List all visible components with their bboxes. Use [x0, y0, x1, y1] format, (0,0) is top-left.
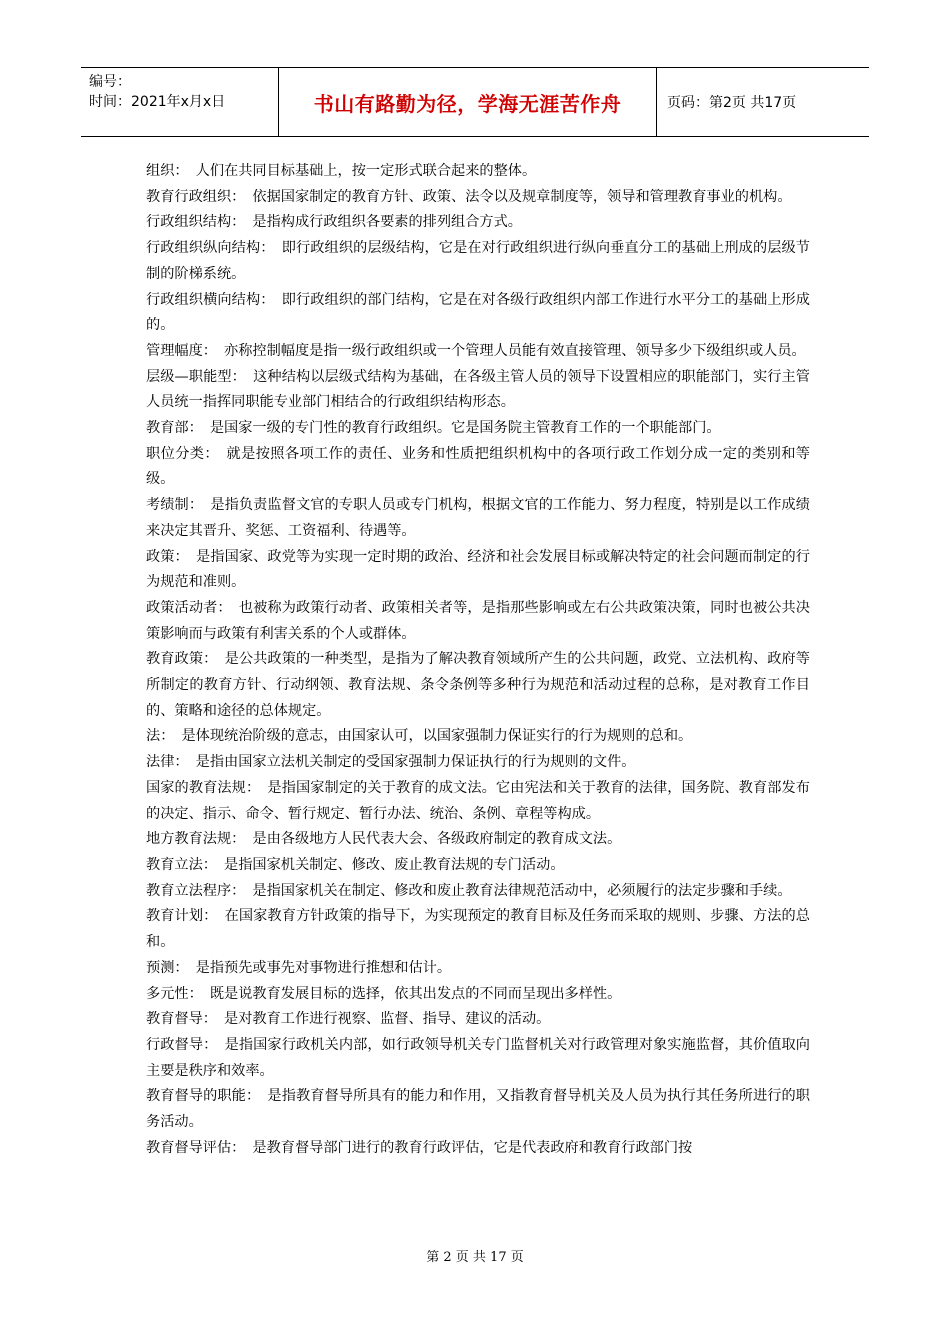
glossary-definition: 就是按照各项工作的责任、业务和性质把组织机构中的各项行政工作划分成一定的类别和等级。 — [146, 445, 810, 488]
glossary-entry — [146, 159, 810, 185]
glossary-definition: 即行政组织的层级结构，它是在对行政组织进行纵向垂直分工的基础上刑成的层级节制的阶梯系统。 — [146, 240, 810, 282]
glossary-definition: 是公共政策的一种类型，是指为了解决教育领域所产生的公共问题，政党、立法机构、政府等所制定的教育方针、行动纲领、教育法规、条令条例等多种行为规范和活动过程的总称，是对教育工作目的、策略和途径的总体规定。 — [146, 651, 810, 719]
glossary-entry — [146, 1007, 810, 1033]
glossary-entry — [146, 545, 810, 596]
glossary-entry — [146, 853, 810, 879]
page-footer: 第 2 页 共 17 页 — [426, 1250, 524, 1265]
glossary-term: 政策活动者： — [146, 599, 225, 616]
glossary-term: 行政督导： — [146, 1036, 211, 1053]
glossary-term: 层级—职能型： — [146, 368, 239, 385]
glossary-entry — [146, 827, 810, 853]
glossary-definition: 是对教育工作进行视察、监督、指导、建议的活动。 — [224, 1011, 551, 1028]
glossary-term: 教育督导： — [146, 1011, 210, 1028]
glossary-definition: 是指国家行政机关内部，如行政领导机关专门监督机关对行政管理对象实施监督，其价值取向主要是秩序和效率。 — [146, 1036, 810, 1079]
glossary-definition: 依据国家制定的教育方针、政策、法令以及规章制度等，领导和管理教育事业的机构。 — [252, 188, 792, 205]
glossary-definition: 是指预先或事先对事物进行推想和估计。 — [195, 959, 452, 976]
glossary-term: 行政组织横向结构： — [146, 291, 268, 308]
glossary-entry — [146, 1033, 810, 1084]
glossary-definition: 是指构成行政组织各要素的排列组合方式。 — [252, 214, 522, 231]
glossary-entry — [146, 904, 810, 955]
glossary-entry — [146, 647, 810, 724]
glossary-entry — [146, 596, 810, 647]
glossary-term: 多元性： — [146, 985, 196, 1002]
glossary-entry — [146, 210, 810, 236]
glossary-entry — [146, 365, 810, 416]
glossary-entry — [146, 236, 810, 287]
header-motto: 书山有路勤为径，学海无涯苦作舟 — [279, 68, 657, 136]
glossary-definition: 是体现统治阶级的意志，由国家认可，以国家强制力保证实行的行为规则的总和。 — [181, 728, 693, 745]
glossary-definition: 是由各级地方人民代表大会、各级政府制定的教育成文法。 — [252, 831, 622, 848]
glossary-term: 教育立法： — [146, 856, 210, 873]
glossary-entry — [146, 416, 810, 442]
glossary-definition: 即行政组织的部门结构，它是在对各级行政组织内部工作进行水平分工的基础上形成的。 — [146, 291, 810, 334]
glossary-term: 考绩制： — [146, 497, 197, 514]
glossary-term: 教育政策： — [146, 651, 211, 668]
glossary-term: 教育部： — [146, 420, 196, 437]
glossary-entry — [146, 750, 810, 776]
glossary-definition: 既是说教育发展目标的选择，依其出发点的不同而呈现出多样性。 — [209, 985, 622, 1002]
glossary-definition: 是指国家、政党等为实现一定时期的政治、经济和社会发展目标或解决特定的社会问题而制定的行为规范和准则。 — [146, 548, 810, 591]
header-page-number: 页码：第2页 共17页 — [667, 95, 797, 111]
glossary-entry — [146, 879, 810, 905]
glossary-term: 地方教育法规： — [146, 831, 239, 848]
glossary-entry — [146, 185, 810, 211]
glossary-definition: 是教育督导部门进行的教育行政评估，它是代表政府和教育行政部门按 — [252, 1139, 693, 1156]
glossary-entry — [146, 982, 810, 1008]
glossary-term: 教育督导评估： — [146, 1139, 239, 1156]
glossary-entry — [146, 776, 810, 827]
glossary-term: 行政组织纵向结构： — [146, 240, 268, 257]
glossary-definition: 人们在共同目标基础上，按一定形式联合起来的整体。 — [195, 163, 537, 179]
glossary-entry — [146, 288, 810, 339]
glossary-term: 教育行政组织： — [146, 188, 239, 205]
glossary-entry — [146, 1136, 810, 1162]
glossary-definition: 是指由国家立法机关制定的受国家强制力保证执行的行为规则的文件。 — [195, 754, 636, 771]
glossary-definition: 在国家教育方针政策的指导下，为实现预定的教育目标及任务而采取的规则、步骤、方法的总和。 — [146, 908, 810, 951]
glossary-term: 行政组织结构： — [146, 214, 239, 231]
glossary-body — [146, 159, 810, 1161]
page-header — [81, 67, 869, 137]
glossary-entry — [146, 493, 810, 544]
glossary-term: 国家的教育法规： — [146, 779, 254, 796]
glossary-definition: 是指负责监督文官的专职人员或专门机构，根据文官的工作能力、努力程度，特别是以工作成绩来决定其晋升、奖惩、工资福利、待遇等。 — [146, 497, 810, 539]
glossary-term: 职位分类： — [146, 445, 212, 462]
glossary-definition: 是指国家机关在制定、修改和废止教育法律规范活动中，必须履行的法定步骤和手续。 — [252, 882, 792, 899]
glossary-entry — [146, 1084, 810, 1135]
glossary-term: 法律： — [146, 754, 182, 771]
glossary-definition: 亦称控制幅度是指一级行政组织或一个管理人员能有效直接管理、领导多少下级组织或人员。 — [224, 342, 806, 359]
glossary-entry — [146, 956, 810, 982]
glossary-entry — [146, 724, 810, 750]
glossary-definition: 也被称为政策行动者、政策相关者等，是指那些影响或左右公共政策决策，同时也被公共决策影响而与政策有利害关系的个人或群体。 — [146, 599, 810, 642]
glossary-term: 预测： — [146, 959, 182, 976]
document-date: 时间：2021年x月x日 — [89, 94, 226, 110]
glossary-term: 法： — [146, 728, 168, 745]
glossary-entry — [146, 339, 810, 365]
glossary-entry — [146, 442, 810, 493]
glossary-definition: 这种结构以层级式结构为基础，在各级主管人员的领导下设置相应的职能部门，实行主管人员统一指挥同职能专业部门相结合的行政组织结构形态。 — [146, 368, 810, 411]
glossary-definition: 是指教育督导所具有的能力和作用，又指教育督导机关及人员为执行其任务所进行的职务活动。 — [146, 1088, 810, 1131]
glossary-term: 教育计划： — [146, 908, 211, 925]
header-meta — [81, 68, 279, 136]
glossary-term: 教育督导的职能： — [146, 1088, 254, 1105]
document-number: 编号： — [89, 74, 131, 90]
glossary-term: 组织： — [146, 163, 182, 179]
glossary-term: 教育立法程序： — [146, 882, 239, 899]
glossary-definition: 是指国家制定的关于教育的成文法。它由宪法和关于教育的法律，国务院、教育部发布的决定、指示、命令、暂行规定、暂行办法、统治、条例、章程等构成。 — [146, 779, 810, 822]
glossary-term: 政策： — [146, 548, 182, 565]
glossary-definition: 是国家一级的专门性的教育行政组织。它是国务院主管教育工作的一个职能部门。 — [209, 420, 721, 437]
glossary-term: 管理幅度： — [146, 342, 210, 359]
glossary-definition: 是指国家机关制定、修改、废止教育法规的专门活动。 — [224, 856, 565, 873]
